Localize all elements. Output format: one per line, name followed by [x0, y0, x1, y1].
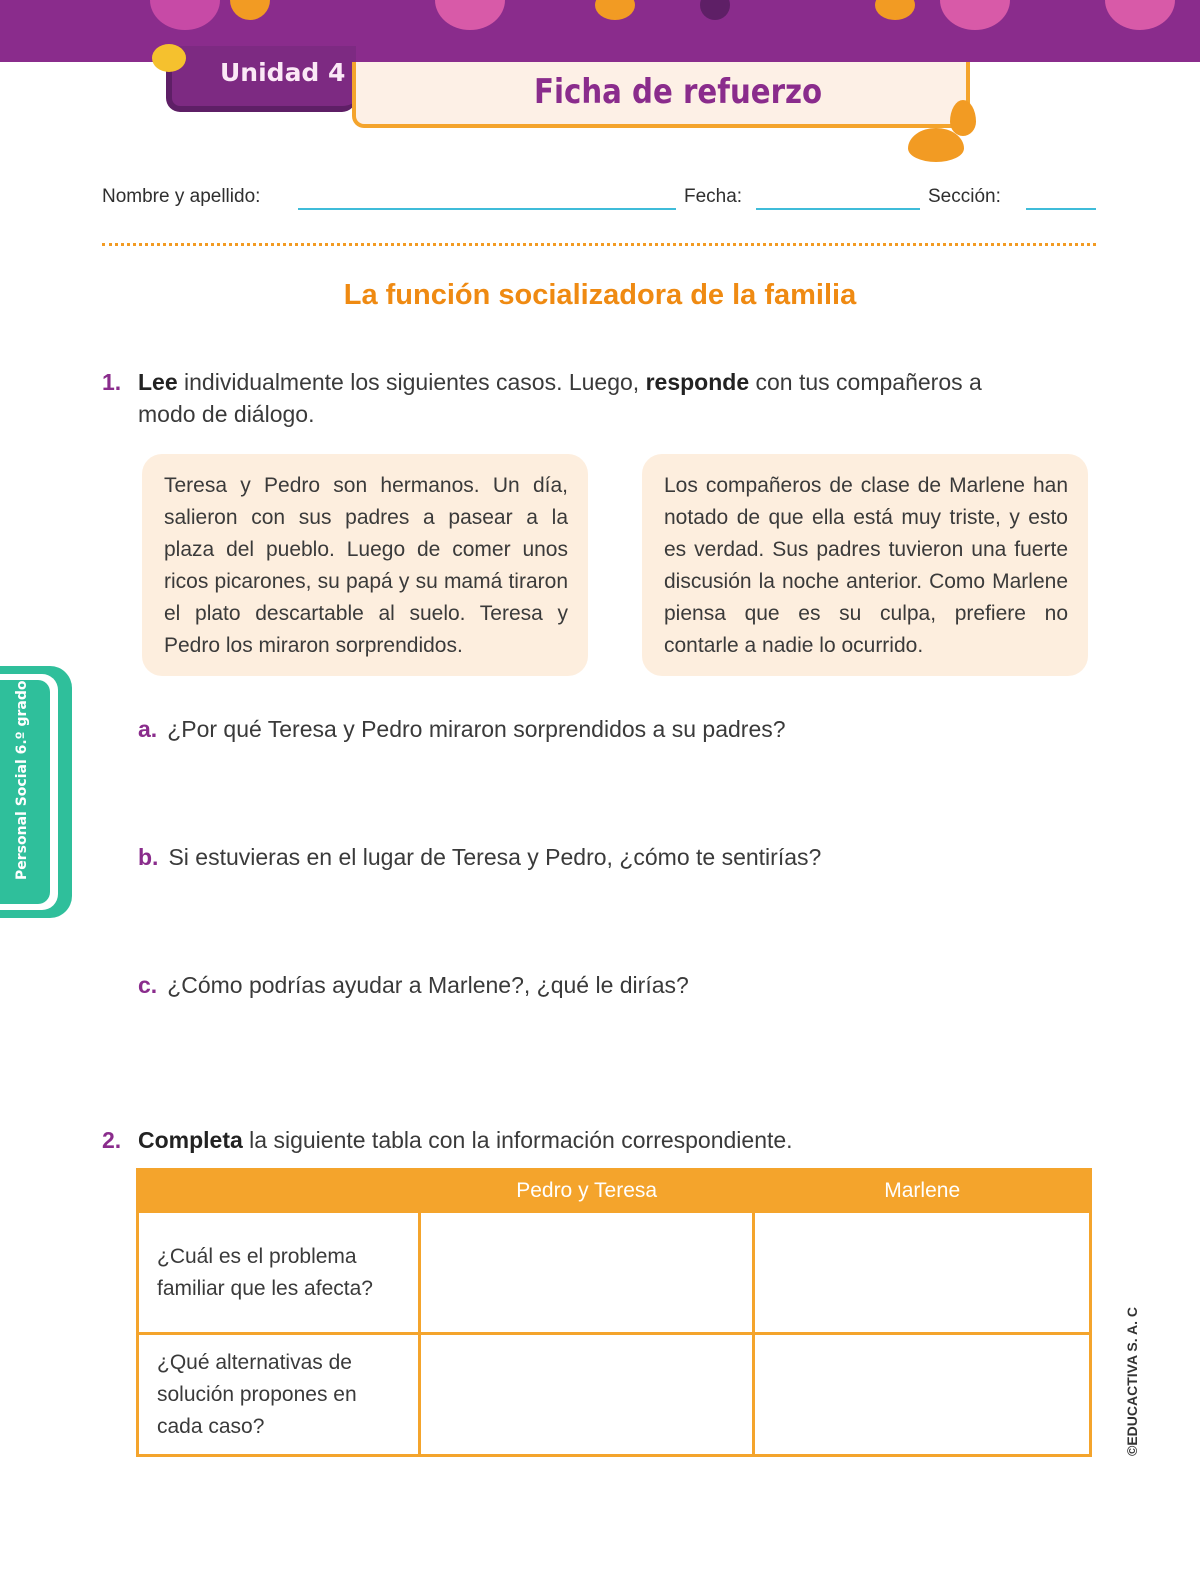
case-card-marlene — [642, 454, 1088, 676]
case-text: Teresa y Pedro son hermanos. Un día, salieron con sus padres a pasear a la plaza del pueblo. Luego de comer unos ricos picarones, su papá y su mamá tiraron el plato descartable al suelo. Teresa y Pedro los miraron sorprendidos. — [164, 474, 568, 657]
copyright-text: ©EDUCACTIVA S. A. C — [1124, 1306, 1140, 1456]
table-header-row — [138, 1170, 1091, 1212]
case-card-teresa-pedro — [142, 454, 588, 676]
row-label-text: ¿Cuál es el problema familiar que les afecta? — [157, 1244, 373, 1300]
question-number: 2. — [102, 1127, 122, 1153]
leaf-decoration — [230, 0, 270, 20]
leaf-icon — [950, 100, 976, 136]
instruction-verb: Completa — [138, 1127, 243, 1153]
section-field[interactable] — [1026, 208, 1096, 210]
answer-cell[interactable] — [419, 1334, 754, 1456]
dotted-divider — [102, 243, 1096, 246]
subquestion-text: ¿Por qué Teresa y Pedro miraron sorprendidos a su padres? — [167, 716, 786, 742]
answer-cell[interactable] — [419, 1212, 754, 1334]
question-text: la siguiente tabla con la información correspondiente. — [242, 1127, 793, 1153]
table-header-marlene: Marlene — [754, 1170, 1091, 1212]
subquestion-b — [138, 844, 821, 871]
flower-decoration — [940, 0, 1010, 30]
subquestion-text: Si estuvieras en el lugar de Teresa y Pedro, ¿cómo te sentirías? — [168, 844, 822, 870]
date-field[interactable] — [756, 208, 920, 210]
question-1 — [102, 366, 1062, 430]
name-label: Nombre y apellido: — [102, 186, 261, 207]
question-number: 1. — [102, 369, 122, 395]
answer-cell[interactable] — [754, 1334, 1091, 1456]
case-text: Los compañeros de clase de Marlene han notado de que ella está muy triste, y esto es verdad. Sus padres tuvieron una fuerte discusión la noche anterior. Como Marlene piensa que es su culpa, prefiere no contarle a nadie lo ocurrido. — [664, 474, 1068, 657]
table-header-pedro-teresa: Pedro y Teresa — [419, 1170, 754, 1212]
instruction-verb: Lee — [138, 369, 178, 395]
date-label: Fecha: — [684, 186, 743, 207]
flower-decoration — [435, 0, 505, 30]
answer-cell[interactable] — [754, 1212, 1091, 1334]
question-text: modo de diálogo. — [138, 401, 315, 427]
table-header-empty — [138, 1170, 420, 1212]
name-field[interactable] — [298, 208, 676, 210]
sheet-title: Ficha de refuerzo — [534, 72, 823, 112]
question-2 — [102, 1124, 1062, 1156]
question-text: individualmente los siguientes casos. Luego, — [177, 369, 646, 395]
subquestion-a — [138, 716, 786, 743]
row-label-problem — [138, 1212, 420, 1334]
subquestion-letter: a. — [138, 716, 158, 742]
subject-side-tab — [0, 666, 72, 918]
unit-tab — [166, 46, 356, 112]
flower-decoration — [150, 0, 220, 30]
unit-label: Unidad 4 — [220, 58, 346, 87]
table-row — [138, 1334, 1091, 1456]
subquestion-letter: c. — [138, 972, 158, 998]
title-banner — [352, 62, 970, 128]
row-label-solutions — [138, 1334, 420, 1456]
row-label-text: ¿Qué alternativas de solución propones en cada caso? — [157, 1350, 357, 1438]
subquestion-c — [138, 972, 689, 999]
table-row — [138, 1212, 1091, 1334]
page-title: La función socializadora de la familia — [343, 279, 857, 311]
question-text: con tus compañeros a — [749, 369, 982, 395]
student-info-row — [102, 186, 1096, 214]
answer-table — [136, 1168, 1092, 1457]
subquestion-text: ¿Cómo podrías ayudar a Marlene?, ¿qué le dirías? — [167, 972, 689, 998]
leaf-decoration — [595, 0, 635, 20]
subquestion-letter: b. — [138, 844, 159, 870]
dot-decoration — [700, 0, 730, 20]
leaf-decoration — [875, 0, 915, 20]
section-label: Sección: — [928, 186, 1001, 207]
instruction-verb: responde — [645, 369, 750, 395]
smile-icon — [152, 44, 186, 72]
flower-decoration — [1105, 0, 1175, 30]
subject-grade-label: Personal Social 6.º grado — [14, 680, 30, 880]
